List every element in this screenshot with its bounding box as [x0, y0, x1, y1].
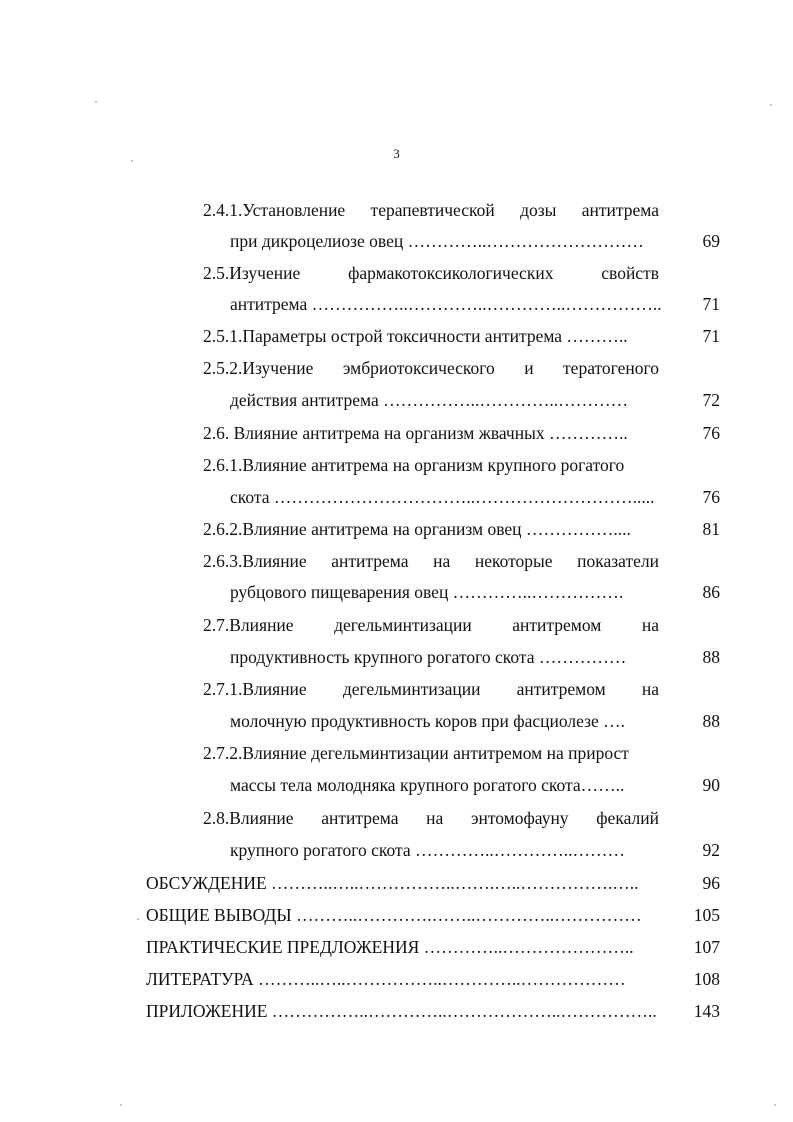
toc-page-appendix: 143: [693, 1001, 720, 1021]
toc-section-practical-proposals: ПРАКТИЧЕСКИЕ ПРЕДЛОЖЕНИЯ …………..…………………..: [146, 937, 634, 957]
toc-word: свойств: [601, 263, 659, 283]
page-number: 3: [393, 146, 400, 161]
toc-word: 2.8.Влияние: [203, 808, 294, 828]
toc-page-2-7: 88: [702, 647, 720, 667]
toc-word: на: [641, 679, 659, 699]
toc-entry-2-7-2-line2: массы тела молодняка крупного рогатого скота……..: [230, 775, 625, 795]
scan-speck: [137, 918, 139, 920]
toc-word: дегельминтизации: [342, 679, 481, 699]
toc-word: 2.5.Изучение: [203, 263, 301, 283]
toc-word: антитремом: [512, 615, 602, 635]
toc-word: антитрема: [321, 808, 399, 828]
toc-word: на: [433, 551, 451, 571]
toc-entry-2-6-3-line1: [203, 550, 659, 572]
toc-entry-2-5-line2: антитрема ……………..…………..…………..……………..: [230, 294, 662, 314]
toc-section-literature: ЛИТЕРАТУРА ………..…..……………..…………..………………: [146, 969, 626, 989]
scan-speck: [770, 104, 772, 106]
toc-word: дозы: [520, 200, 557, 220]
toc-word: антитремом: [516, 679, 606, 699]
toc-section-general-conclusions: ОБЩИЕ ВЫВОДЫ ………..………….……..…………..……………: [146, 905, 642, 925]
toc-word: фекалий: [596, 808, 659, 828]
toc-page-2-5-2: 72: [702, 390, 720, 410]
toc-entry-2-5-2-line1: [203, 357, 659, 379]
toc-word: 2.5.2.Изучение: [203, 358, 314, 378]
toc-entry-2-5-line1: [203, 262, 659, 284]
scan-speck: [774, 1104, 776, 1106]
toc-page-2-6-2: 81: [702, 519, 720, 539]
scan-speck: [120, 1104, 122, 1106]
toc-entry-2-4-1-line2: при дикроцелиозе овец …………..………………………: [230, 231, 644, 251]
toc-entry-2-6-2-line1: 2.6.2.Влияние антитрема на организм овец ……………....: [203, 519, 631, 539]
toc-entry-2-6-line1: 2.6. Влияние антитрема на организм жвачных …………..: [203, 423, 628, 443]
toc-entry-2-7-line2: продуктивность крупного рогатого скота ……………: [230, 647, 627, 667]
toc-page-2-6-1: 76: [702, 487, 720, 507]
toc-word: эмбриотоксического: [342, 358, 495, 378]
toc-entry-2-5-1-line1: 2.5.1.Параметры острой токсичности антитрема ………..: [203, 326, 628, 346]
toc-entry-2-8-line1: [203, 807, 659, 829]
toc-entry-2-6-1-line1: 2.6.1.Влияние антитрема на организм крупного рогатого: [203, 455, 625, 475]
toc-word: терапевтической: [370, 200, 495, 220]
toc-entry-2-5-2-line2: действия антитрема ……………..…………..…………: [230, 390, 629, 410]
toc-page-discussion: 96: [702, 873, 720, 893]
toc-section-discussion: ОБСУЖДЕНИЕ ………..…..……………..…….…..…………….…..: [146, 873, 639, 893]
toc-entry-2-6-1-line2: скота ……………………………..……………………….....: [230, 487, 655, 507]
toc-page-2-7-2: 90: [702, 775, 720, 795]
toc-page-practical-proposals: 107: [693, 937, 720, 957]
toc-entry-2-7-1-line1: [203, 678, 659, 700]
toc-word: тератогеного: [563, 358, 659, 378]
toc-word: 2.6.3.Влияние: [203, 551, 307, 571]
toc-word: дегельминтизации: [334, 615, 472, 635]
toc-page-2-4-1: 69: [702, 231, 720, 251]
scan-speck: [95, 101, 97, 103]
toc-word: на: [426, 808, 444, 828]
toc-word: 2.4.1.Установление: [203, 200, 346, 220]
toc-word: 2.7.1.Влияние: [203, 679, 307, 699]
toc-page-literature: 108: [693, 969, 720, 989]
toc-page-2-6-3: 86: [702, 582, 720, 602]
toc-word: энтомофауну: [470, 808, 569, 828]
toc-entry-2-6-3-line2: рубцового пищеварения овец …………..…………….: [230, 582, 624, 602]
toc-word: антитрема: [331, 551, 409, 571]
toc-word: 2.7.Влияние: [203, 615, 294, 635]
toc-word: и: [524, 358, 534, 378]
toc-word: некоторые: [474, 551, 553, 571]
toc-page-general-conclusions: 105: [693, 905, 720, 925]
toc-entry-2-8-line2: крупного рогатого скота …………..…………..………: [230, 840, 626, 860]
toc-section-appendix: ПРИЛОЖЕНИЕ ……………..…………..………………..……………..: [146, 1001, 657, 1021]
toc-page-2-5: 71: [702, 294, 720, 314]
toc-entry-2-4-1-line1: [203, 199, 659, 221]
toc-entry-2-7-2-line1: 2.7.2.Влияние дегельминтизации антитремом на прирост: [203, 743, 629, 763]
toc-page-2-6: 76: [702, 423, 720, 443]
scan-speck: [131, 160, 133, 162]
toc-entry-2-7-1-line2: молочную продуктивность коров при фасциолезе ….: [230, 711, 625, 731]
toc-word: на: [641, 615, 659, 635]
toc-word: фармакотоксикологических: [348, 263, 554, 283]
toc-word: показатели: [577, 551, 659, 571]
toc-page-2-5-1: 71: [702, 326, 720, 346]
toc-page-2-8: 92: [702, 840, 720, 860]
toc-page-2-7-1: 88: [702, 711, 720, 731]
toc-word: антитрема: [581, 200, 659, 220]
toc-entry-2-7-line1: [203, 614, 659, 636]
